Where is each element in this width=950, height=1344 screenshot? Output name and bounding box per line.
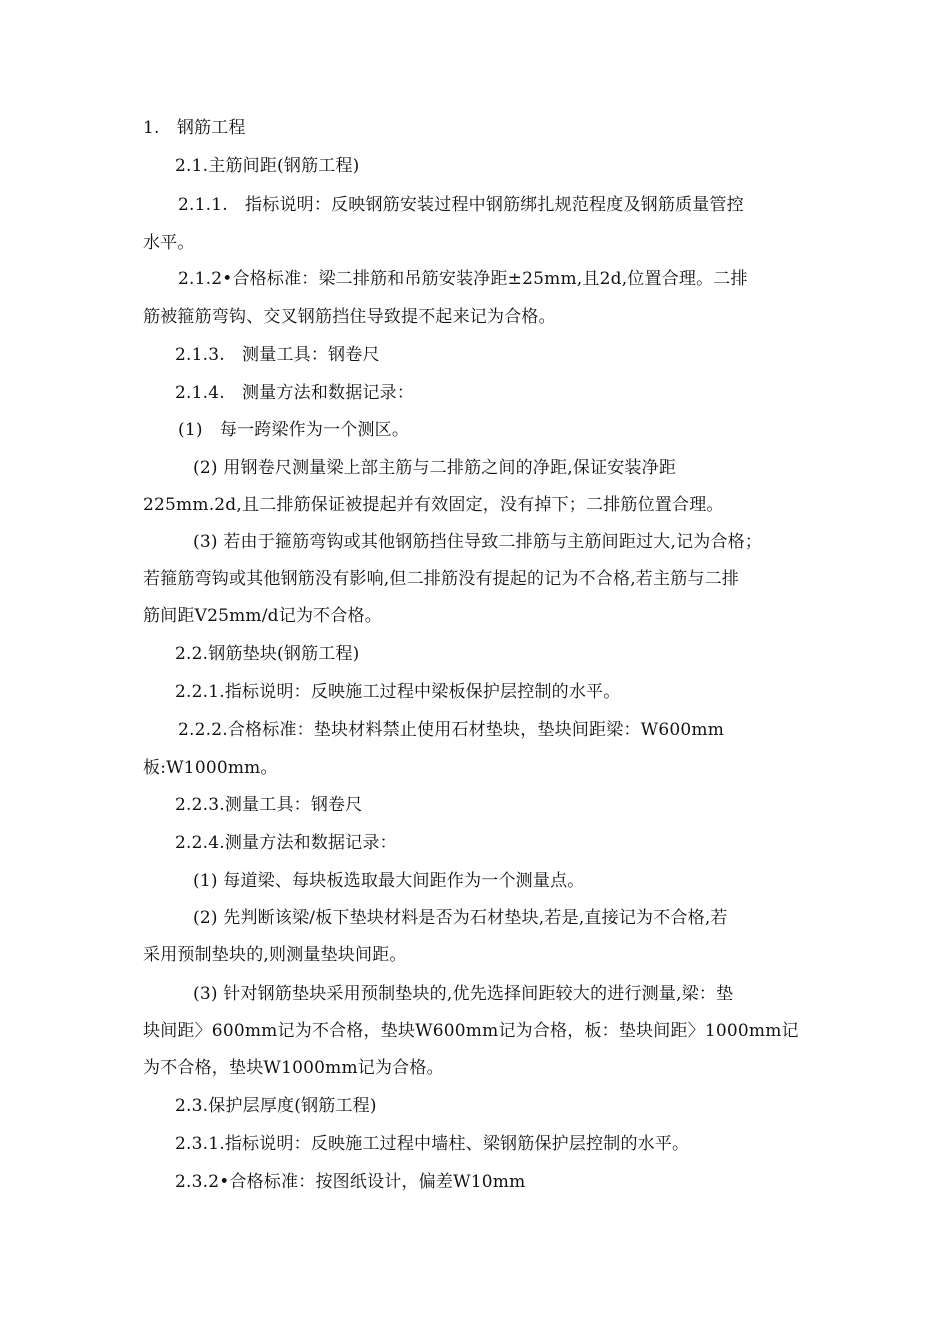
list-item-3-line-1: (3) 若由于箍筋弯钩或其他钢筋挡住导致二排筋与主筋间距过大,记为合格； bbox=[193, 532, 763, 552]
heading-2-2: 2.2.钢筋垫块(钢筋工程) bbox=[175, 644, 360, 664]
list-item-3-line-3: 筋间距V25mm/d记为不合格。 bbox=[143, 606, 382, 626]
list-item-b2-line-1: (2) 先判断该梁/板下垫块材料是否为石材垫块,若是,直接记为不合格,若 bbox=[193, 908, 728, 928]
paragraph-2-1-3: 2.1.3. 测量工具：钢卷尺 bbox=[175, 345, 380, 365]
list-item-b2-line-2: 采用预制垫块的,则测量垫块间距。 bbox=[143, 945, 407, 965]
heading-2-1: 2.1.主筋间距(钢筋工程) bbox=[175, 156, 360, 176]
list-item-b3-line-3: 为不合格，垫块W1000mm记为合格。 bbox=[143, 1058, 444, 1078]
list-item-3-line-2: 若箍筋弯钩或其他钢筋没有影响,但二排筋没有提起的记为不合格,若主筋与二排 bbox=[143, 569, 740, 589]
heading-2-3: 2.3.保护层厚度(钢筋工程) bbox=[175, 1096, 377, 1116]
paragraph-2-1-2-line-1: 2.1.2•合格标准：梁二排筋和吊筋安装净距±25mm,且2d,位置合理。二排 bbox=[178, 269, 748, 289]
list-item-b3-line-2: 块间距〉600mm记为不合格，垫块W600mm记为合格，板：垫块间距〉1000mm记 bbox=[143, 1021, 799, 1041]
paragraph-2-2-4: 2.2.4.测量方法和数据记录： bbox=[175, 833, 397, 853]
list-item-1: (1) 每一跨梁作为一个测区。 bbox=[178, 420, 410, 440]
paragraph-2-2-2-line-2: 板:W1000mm。 bbox=[143, 758, 278, 778]
list-item-b3-line-1: (3) 针对钢筋垫块采用预制垫块的,优先选择间距较大的进行测量,梁：垫 bbox=[193, 984, 734, 1004]
list-item-b1: (1) 每道梁、每块板选取最大间距作为一个测量点。 bbox=[193, 871, 585, 891]
paragraph-2-1-1-line-1: 2.1.1. 指标说明：反映钢筋安装过程中钢筋绑扎规范程度及钢筋质量管控 bbox=[178, 195, 744, 215]
paragraph-2-1-2-line-2: 筋被箍筋弯钩、交叉钢筋挡住导致提不起来记为合格。 bbox=[143, 307, 556, 327]
paragraph-2-2-2-line-1: 2.2.2.合格标准：垫块材料禁止使用石材垫块，垫块间距梁：W600mm bbox=[178, 720, 725, 740]
paragraph-2-2-1: 2.2.1.指标说明：反映施工过程中梁板保护层控制的水平。 bbox=[175, 682, 621, 702]
list-item-2-line-1: (2) 用钢卷尺测量梁上部主筋与二排筋之间的净距,保证安装净距 bbox=[193, 458, 677, 478]
list-item-2-line-2: 225mm.2d,且二排筋保证被提起并有效固定，没有掉下；二排筋位置合理。 bbox=[143, 495, 724, 515]
paragraph-2-1-4: 2.1.4. 测量方法和数据记录： bbox=[175, 383, 415, 403]
paragraph-2-3-2: 2.3.2•合格标准：按图纸设计，偏差W10mm bbox=[175, 1172, 526, 1192]
paragraph-2-1-1-line-2: 水平。 bbox=[143, 233, 195, 253]
paragraph-2-2-3: 2.2.3.测量工具：钢卷尺 bbox=[175, 795, 363, 815]
paragraph-2-3-1: 2.3.1.指标说明：反映施工过程中墙柱、梁钢筋保护层控制的水平。 bbox=[175, 1134, 690, 1154]
heading-section-1: 1. 钢筋工程 bbox=[143, 118, 246, 138]
